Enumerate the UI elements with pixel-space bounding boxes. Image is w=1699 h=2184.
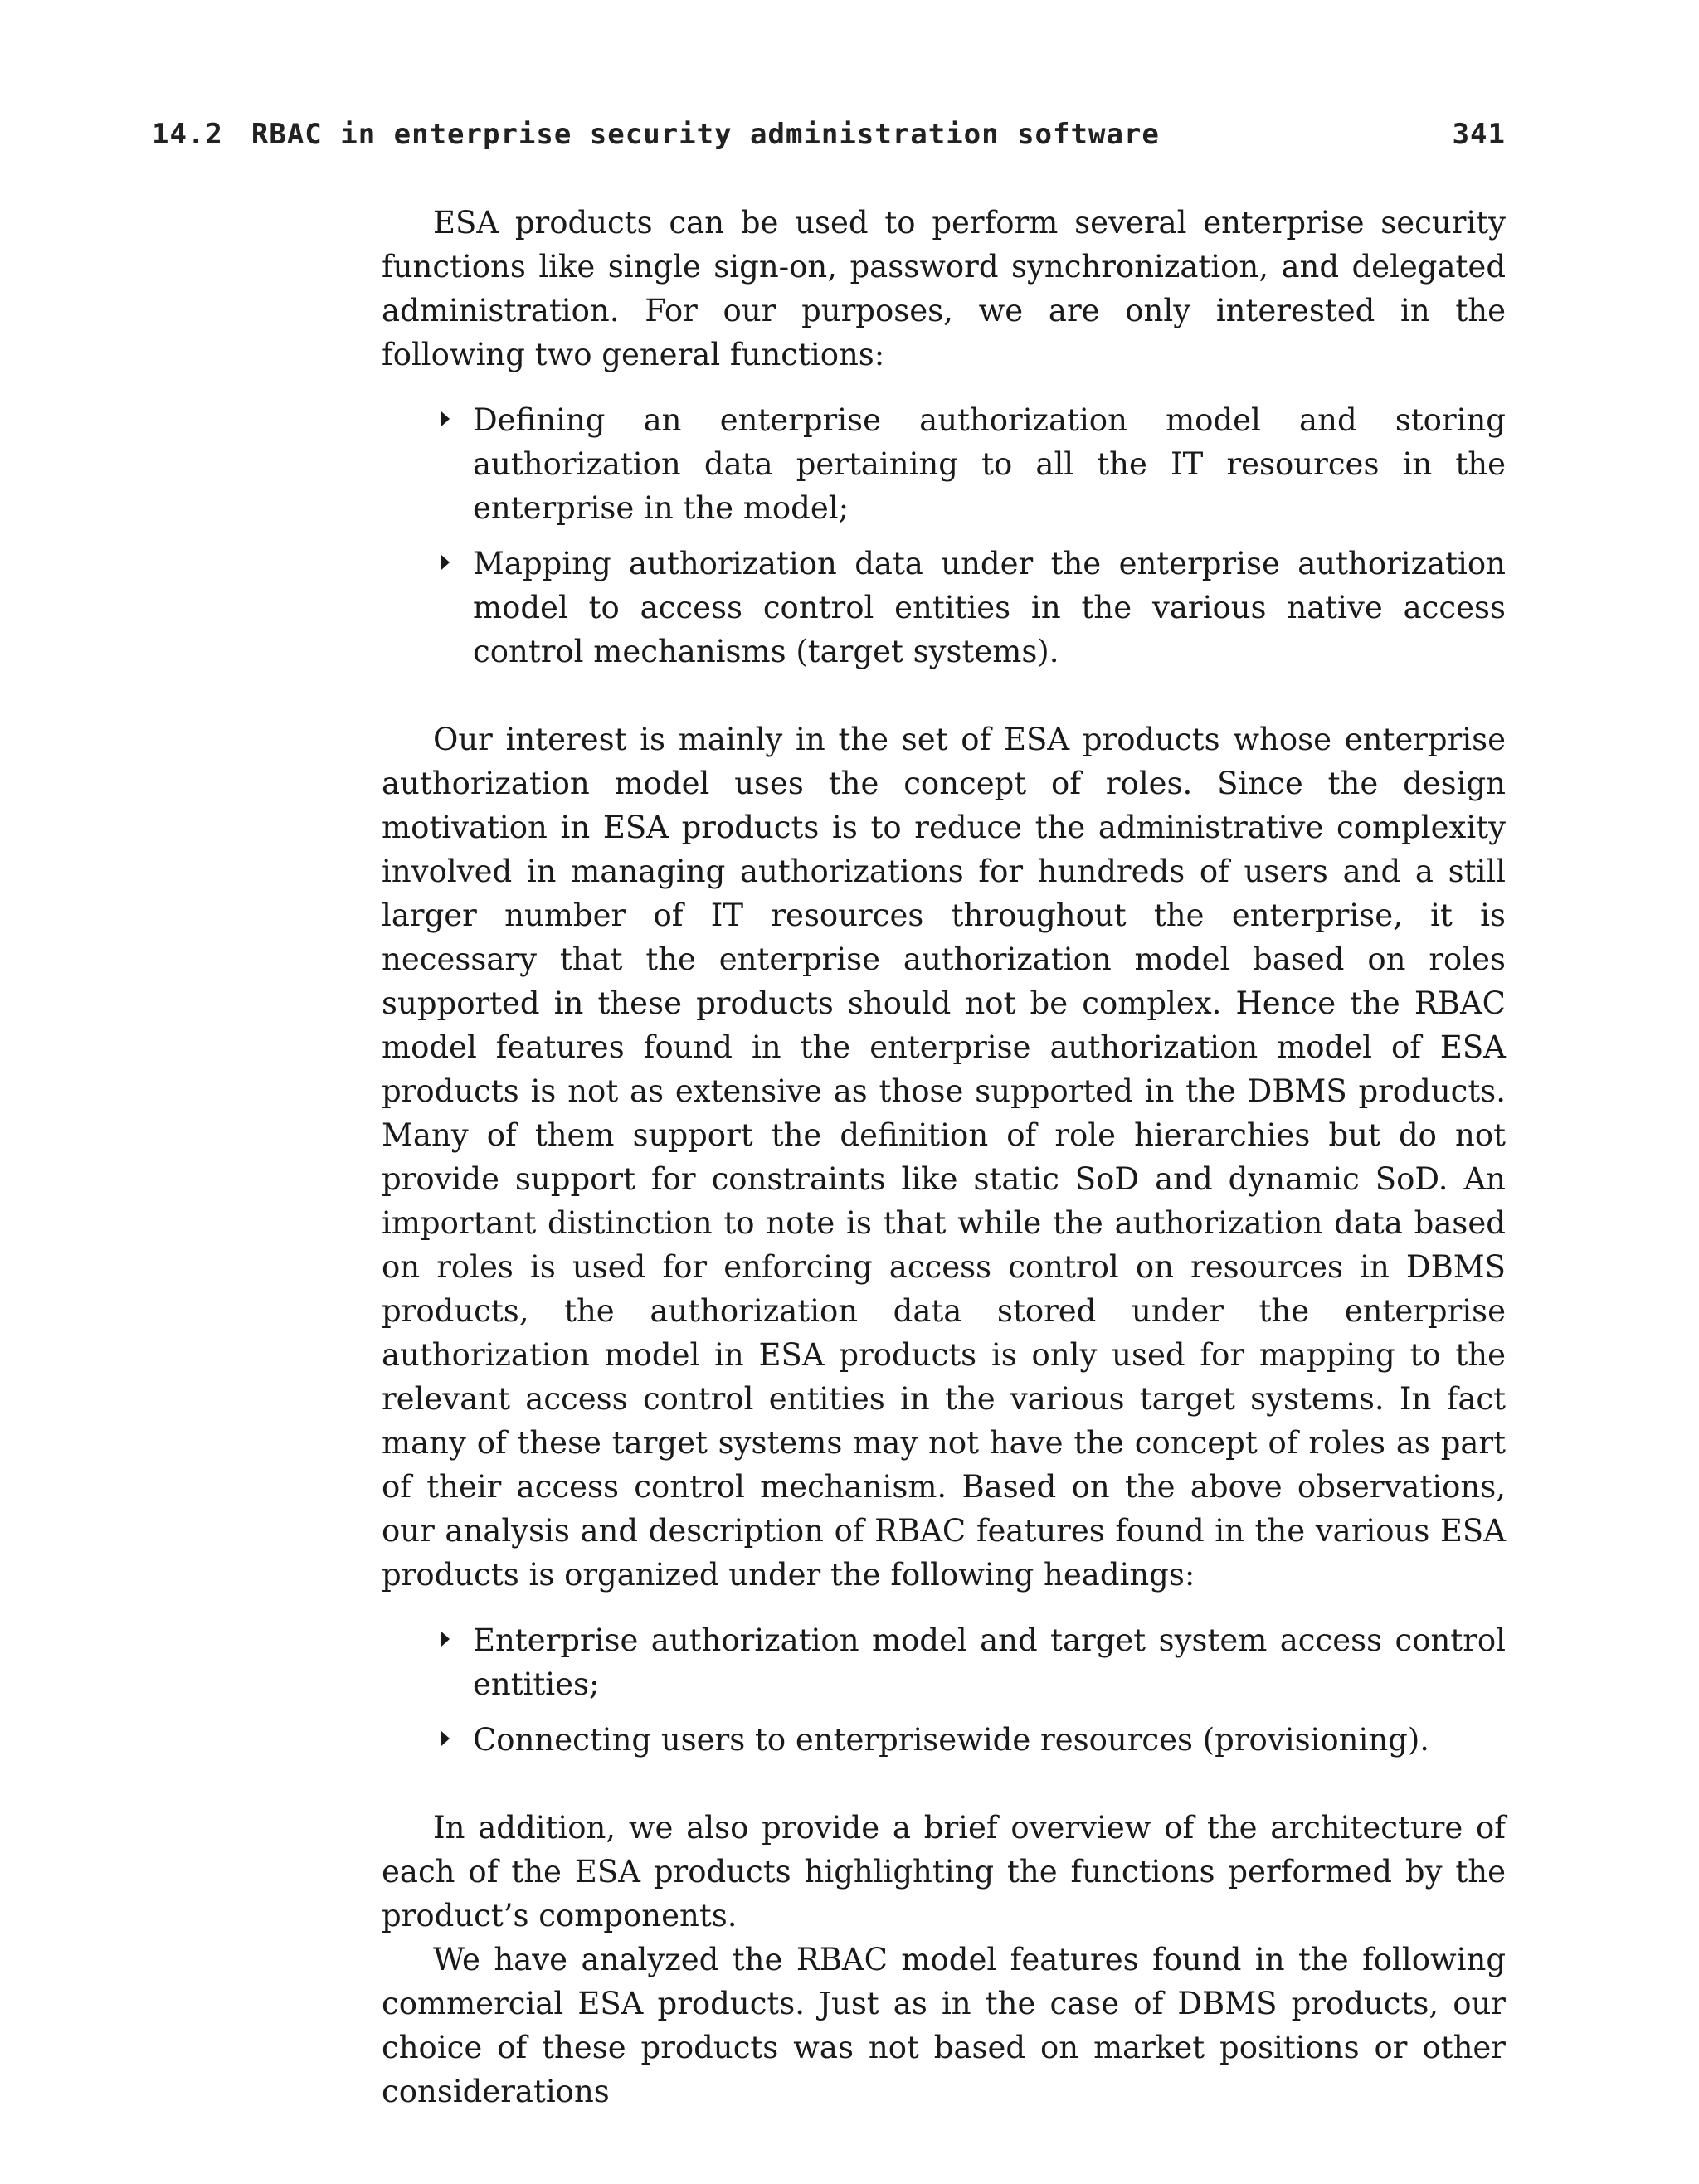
list-item-text: Enterprise authorization model and target system access control entities; — [473, 1622, 1506, 1702]
list-item-text: Defining an enterprise authorization model and storing authorization data pertaining to all the IT resources in the enterprise in the model; — [473, 402, 1506, 526]
paragraph-4: We have analyzed the RBAC model features found in the following commercial ESA products. Just as in the case of DBMS products, our choice of these products was not based on market positions or other considerations — [382, 1942, 1506, 2109]
bullet-triangle-icon — [441, 411, 450, 426]
section-number: 14.2 — [152, 118, 223, 151]
body-text — [382, 201, 1506, 2113]
list-item-text: Connecting users to enterprisewide resources (provisioning). — [473, 1722, 1430, 1758]
paragraph-2: Our interest is mainly in the set of ESA products whose enterprise authorization model uses the concept of roles. Since the design motivation in ESA products is to reduce the administrative complexity involved in managing authorizations for hundreds of users and a still larger number of IT resources throughout the enterprise, it is necessary that the enterprise authorization model based on roles supported in these products should not be complex. Hence the RBAC model features found in the enterprise authorization model of ESA products is not as extensive as those supported in the DBMS products. Many of them support the definition of role hierarchies but do not provide support for constraints like static SoD and dynamic SoD. An important distinction to note is that while the authorization data based on roles is used for enforcing access control on resources in DBMS products, the authorization data stored under the enterprise authorization model in ESA products is only used for mapping to the relevant access control entities in the various target systems. In fact many of these target systems may not have the concept of roles as part of their access control mechanism. Based on the above observations, our analysis and description of RBAC features found in the various ESA products is organized under the following headings: — [382, 722, 1506, 1593]
running-head — [152, 118, 1506, 159]
bullet-triangle-icon — [441, 1632, 450, 1647]
page-number: 341 — [1452, 118, 1506, 151]
section-title: RBAC in enterprise security administration software — [251, 118, 1160, 151]
list-item — [473, 1618, 1506, 1706]
bullet-list-functions — [382, 398, 1506, 674]
bullet-list-headings — [382, 1618, 1506, 1762]
list-item — [473, 1718, 1506, 1762]
bullet-triangle-icon — [441, 555, 450, 570]
list-item-text: Mapping authorization data under the enterprise authorization model to access control entities in the various native access control mechanisms (target systems). — [473, 546, 1506, 669]
list-item — [473, 398, 1506, 530]
list-item — [473, 542, 1506, 674]
section-heading — [152, 118, 1160, 151]
paragraph-3: In addition, we also provide a brief overview of the architecture of each of the ESA products highlighting the functions performed by the product’s components. — [382, 1810, 1506, 1933]
bullet-triangle-icon — [441, 1731, 450, 1746]
paragraph-1: ESA products can be used to perform several enterprise security functions like single sign-on, password synchronization, and delegated administration. For our purposes, we are only interested in the following two general functions: — [382, 205, 1506, 372]
